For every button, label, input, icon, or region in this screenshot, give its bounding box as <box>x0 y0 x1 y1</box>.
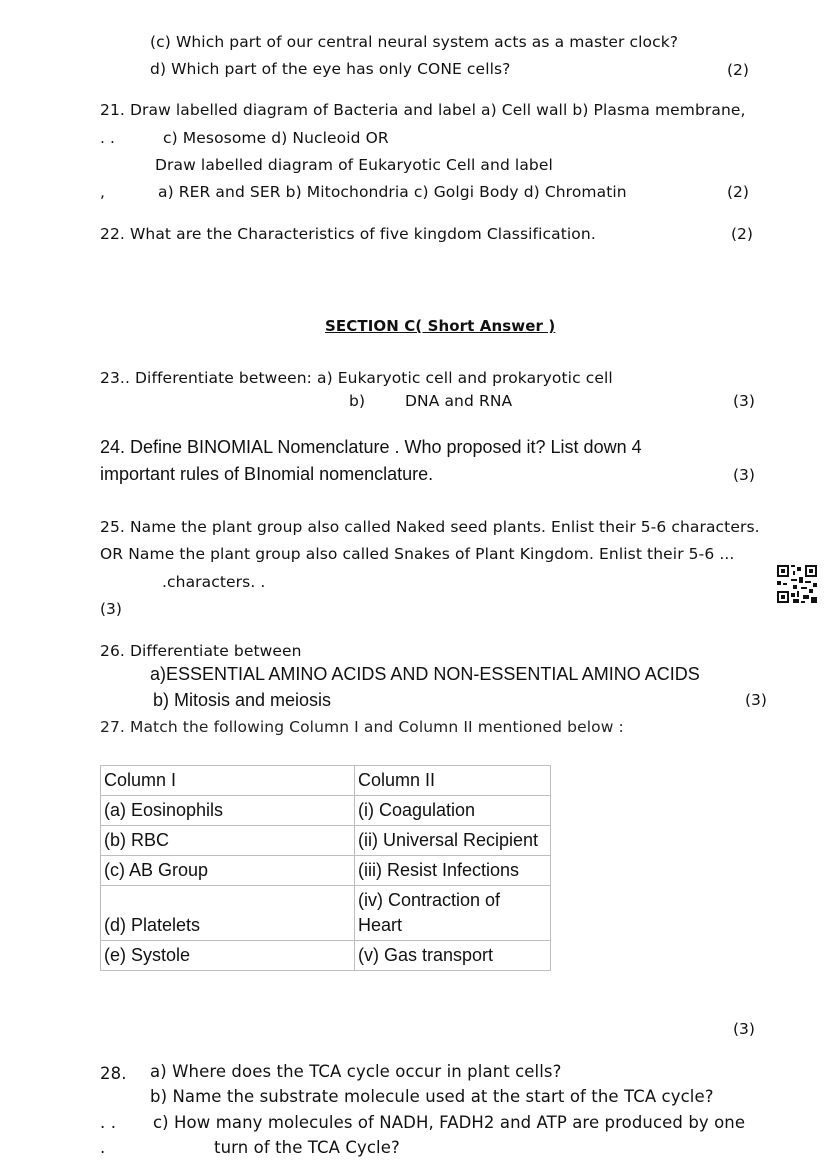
q27-text: 27. Match the following Column I and Column II mentioned below : <box>100 718 624 736</box>
q21-line4-prefix: , <box>100 183 106 201</box>
q24-line2: important rules of BInomial nomenclature. <box>100 464 434 484</box>
q23-b-label: b) <box>349 392 366 410</box>
q20-c-text: (c) Which part of our central neural system acts as a master clock? <box>150 33 679 51</box>
q24-marks: (3) <box>733 466 755 484</box>
table-row <box>101 856 551 886</box>
section-c-heading: SECTION C( Short Answer ) <box>325 317 556 335</box>
table-cell: (b) RBC <box>101 826 355 856</box>
table-row <box>101 886 551 941</box>
table-cell: (c) AB Group <box>101 856 355 886</box>
table-cell: (a) Eosinophils <box>101 796 355 826</box>
q27-marks: (3) <box>733 1020 755 1038</box>
q26-line1: 26. Differentiate between <box>100 642 302 660</box>
table-row <box>101 826 551 856</box>
qr-code-icon <box>777 565 817 603</box>
table-row <box>101 796 551 826</box>
q21-line4: a) RER and SER b) Mitochondria c) Golgi Body d) Chromatin <box>158 183 627 201</box>
q28-c2: turn of the TCA Cycle? <box>214 1138 400 1157</box>
q22-marks: (2) <box>731 225 753 243</box>
q23-line1: 23.. Differentiate between: a) Eukaryotic cell and prokaryotic cell <box>100 369 613 387</box>
table-cell: (ii) Universal Recipient <box>355 826 551 856</box>
q26-a: a)ESSENTIAL AMINO ACIDS AND NON-ESSENTIAL AMINO ACIDS <box>150 664 700 684</box>
table-cell: (d) Platelets <box>101 886 355 941</box>
table-header-cell: Column I <box>101 766 355 796</box>
q26-b: b) Mitosis and meiosis <box>153 690 332 710</box>
q23-marks: (3) <box>733 392 755 410</box>
q25-line1: 25. Name the plant group also called Naked seed plants. Enlist their 5-6 characters. <box>100 518 760 536</box>
q21-marks: (2) <box>727 183 749 201</box>
q21-line1: 21. Draw labelled diagram of Bacteria and label a) Cell wall b) Plasma membrane, <box>100 101 746 119</box>
q20-marks: (2) <box>727 61 749 79</box>
q28-c2-prefix: . <box>100 1138 106 1157</box>
table-cell: (v) Gas transport <box>355 941 551 971</box>
q28-c-prefix: . . <box>100 1113 117 1132</box>
q28-a: a) Where does the TCA cycle occur in plant cells? <box>150 1062 562 1081</box>
q25-line3: .characters. . <box>162 573 266 591</box>
table-cell: (i) Coagulation <box>355 796 551 826</box>
q20-d-text: d) Which part of the eye has only CONE cells? <box>150 60 511 78</box>
table-header-cell: Column II <box>355 766 551 796</box>
table-cell: (iii) Resist Infections <box>355 856 551 886</box>
q21-line2-prefix: . . <box>100 129 116 147</box>
q24-line1: 24. Define BINOMIAL Nomenclature . Who proposed it? List down 4 <box>100 437 642 457</box>
q28-b: b) Name the substrate molecule used at the start of the TCA cycle? <box>150 1087 714 1106</box>
table-cell: (iv) Contraction of Heart <box>355 886 551 941</box>
table-header-row <box>101 766 551 796</box>
q25-line2: OR Name the plant group also called Snakes of Plant Kingdom. Enlist their 5-6 ... <box>100 545 735 563</box>
q23-line2: DNA and RNA <box>405 392 513 410</box>
match-table <box>100 765 551 971</box>
table-row <box>101 941 551 971</box>
q28-c: c) How many molecules of NADH, FADH2 and ATP are produced by one <box>153 1113 746 1132</box>
q21-line3: Draw labelled diagram of Eukaryotic Cell and label <box>155 156 553 174</box>
q25-marks: (3) <box>100 600 122 618</box>
q26-marks: (3) <box>745 691 767 709</box>
q22-text: 22. What are the Characteristics of five kingdom Classification. <box>100 225 596 243</box>
table-cell: (e) Systole <box>101 941 355 971</box>
q28-number: 28. <box>100 1064 127 1083</box>
q21-line2: c) Mesosome d) Nucleoid OR <box>163 129 389 147</box>
